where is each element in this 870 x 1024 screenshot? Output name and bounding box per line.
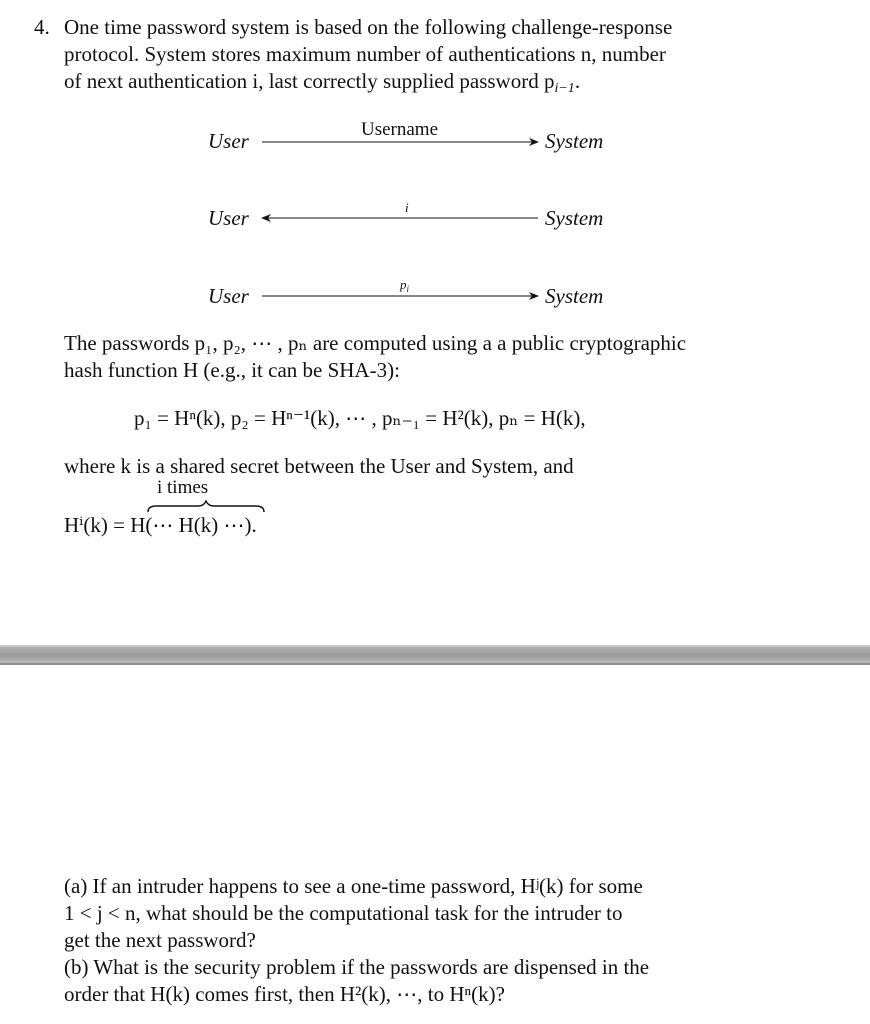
system-label-2: System	[545, 206, 604, 230]
question-b-line-2: order that H(k) comes first, then H²(k), ⋯, to Hⁿ(k)?	[64, 982, 505, 1006]
brace-label: i times	[157, 477, 209, 498]
overbrace	[146, 500, 266, 514]
user-label-2: User	[208, 206, 249, 230]
user-label-3: User	[208, 284, 249, 308]
question-a-line-2: 1 < j < n, what should be the computational task for the intruder to	[64, 901, 623, 925]
hash-definition: Hⁱ(k) = H(⋯ H(k) ⋯).	[64, 513, 257, 537]
system-label-3: System	[545, 284, 604, 308]
message-step-3-sub: i	[406, 284, 410, 294]
intro-line-3-end: .	[574, 69, 581, 93]
intro-line-3	[64, 68, 580, 95]
question-a-line-1: (a) If an intruder happens to see a one-time password, Hʲ(k) for some	[64, 874, 643, 898]
message-step-3	[400, 277, 409, 294]
user-label-1: User	[208, 129, 249, 153]
message-step-3-p: p	[400, 277, 407, 292]
message-step-2: i	[405, 200, 409, 215]
shared-secret-line: where k is a shared secret between the User and System, and	[64, 454, 574, 478]
passwords-line-1: The passwords p₁, p₂, ⋯ , pₙ are computed using a a public cryptographic	[64, 331, 687, 355]
intro-line-3-text: of next authentication i, last correctly supplied password p	[64, 69, 555, 93]
question-b-line-1: (b) What is the security problem if the passwords are dispensed in the	[64, 955, 650, 979]
protocol-diagram	[0, 110, 870, 320]
page-separator	[0, 645, 870, 665]
question-a-line-3: get the next password?	[64, 928, 256, 952]
passwords-line-2: hash function H (e.g., it can be SHA-3):	[64, 358, 400, 382]
message-step-1: Username	[361, 119, 439, 140]
intro-line-3-subscript: i−1	[554, 81, 575, 96]
intro-line-1: One time password system is based on the following challenge-response	[64, 15, 673, 39]
problem-number: 4.	[34, 15, 50, 39]
intro-line-2: protocol. System stores maximum number of authentications n, number	[64, 42, 666, 66]
password-equation: p₁ = Hⁿ(k), p₂ = Hⁿ⁻¹(k), ⋯ , pₙ₋₁ = H²(k), pₙ = H(k),	[134, 406, 586, 430]
system-label-1: System	[545, 129, 604, 153]
